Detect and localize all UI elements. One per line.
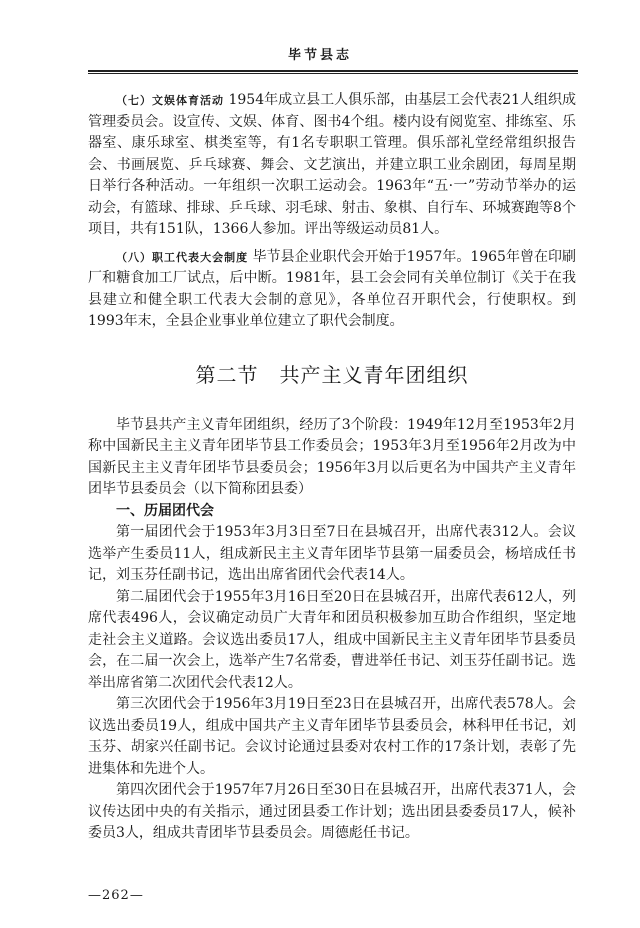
- header-rule-thin: [88, 73, 578, 74]
- congress-paragraph: 第二届团代会于1955年3月16日至20日在县城召开，出席代表612人，列席代表496人，会议确定动员广大青年和团员积极参加互助合作组织，坚定地走社会主义道路。会议选出委员17人，组成中国新民主主义青年团毕节县委员会，在二届一次会上，选举产生7名常委，曹进举任书记、刘玉芬任副书记。选举出席省第二次团代会代表12人。: [88, 588, 576, 691]
- page-number: —262—: [88, 888, 144, 903]
- congress-paragraph: 第一届团代会于1953年3月3日至7日在县城召开，出席代表312人。会议选举产生委员11人，组成新民主主义青年团毕节县第一届委员会，杨培成任书记，刘玉芬任副书记，选出出席省团代会代表14人。: [88, 524, 576, 583]
- paragraph-label: （七）文娱体育活动: [116, 94, 225, 107]
- header-rule: [88, 70, 578, 72]
- running-header: 毕节县志: [287, 48, 352, 63]
- paragraph-text: 毕节县企业职代会开始于1957年。1965年曾在印刷厂和糖食加工厂试点，后中断。1981年，县工会会同有关单位制订《关于在我县建立和健全职工代表大会制的意见》，各单位召开职代会，行使职权。到1993年末，全县企业事业单位建立了职代会制度。: [88, 248, 577, 329]
- page-body: [88, 90, 576, 845]
- section-title: 第二节 共产主义青年团组织: [195, 362, 469, 387]
- paragraph-workers-congress: [88, 247, 576, 333]
- congress-paragraph: 第四次团代会于1957年7月26日至30日在县城召开，出席代表371人，会议传达团中央的有关指示，通过团县委工作计划；选出团县委委员17人，候补委员3人，组成共青团毕节县委员会。周德彪任书记。: [88, 782, 576, 841]
- congress-paragraph: 第三次团代会于1956年3月19日至23日在县城召开，出席代表578人。会议选出委员19人，组成中国共产主义青年团毕节县委员会，林科甲任书记，刘玉芬、胡家兴任副书记。会议讨论通过县委对农村工作的17条计划，表彰了先进集体和先进个人。: [88, 696, 576, 777]
- paragraph-sports-activities: [88, 90, 576, 241]
- intro-paragraph: 毕节县共产主义青年团组织，经历了3个阶段：1949年12月至1953年2月称中国新民主主义青年团毕节县工作委员会；1953年3月至1956年2月改为中国新民主主义青年团毕节县委员会；1956年3月以后更名为中国共产主义青年团毕节县委员会（以下简称团县委）: [88, 416, 576, 497]
- subheading: 一、历届团代会: [116, 502, 214, 519]
- paragraph-text: 1954年成立县工人俱乐部，由基层工会代表21人组织成管理委员会。设宣传、文娱、体育、图书4个组。楼内设有阅览室、排练室、乐器室、康乐球室、棋类室等，有1名专职职工管理。俱乐部礼堂经常组织报告会、书画展览、乒乓球赛、舞会、文艺演出，并建立职工业余剧团，每周星期日举行各种活动。一年组织一次职工运动会。1963年“五·一”劳动节举办的运动会，有篮球、排球、乒乓球、羽毛球、射击、象棋、自行车、环城赛跑等8个项目，共有151队，1366人参加。评出等级运动员81人。: [88, 92, 576, 237]
- paragraph-label: （八）职工代表大会制度: [116, 250, 249, 264]
